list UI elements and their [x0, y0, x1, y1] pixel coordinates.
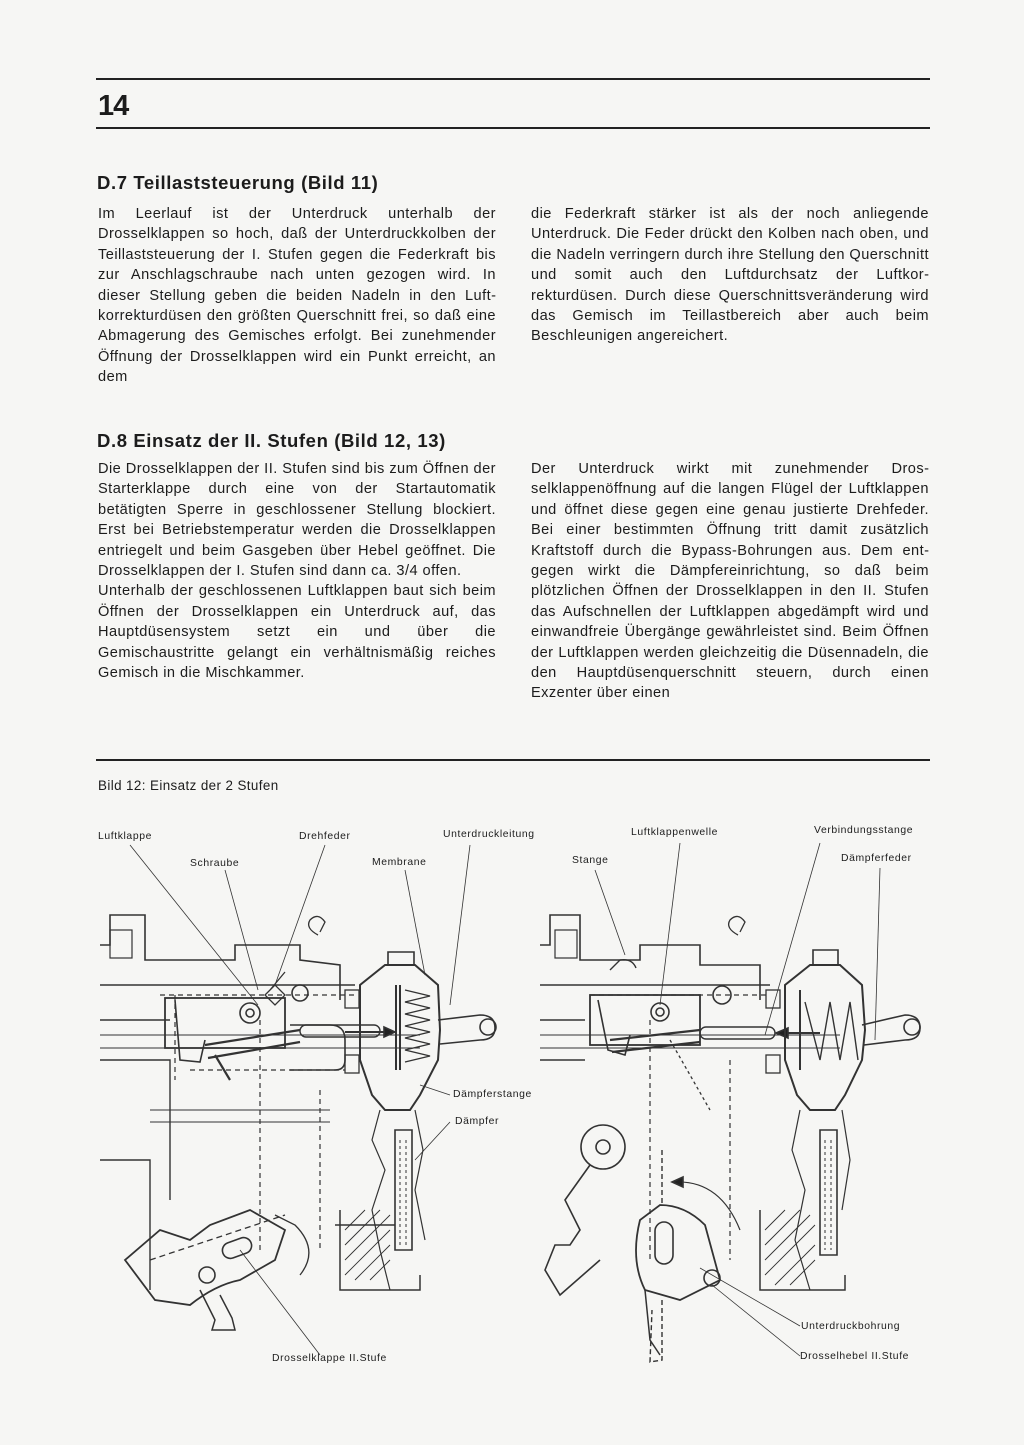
right-cam-disc — [581, 1125, 625, 1169]
paragraph: Unterhalb der geschlossenen Luftklappen baut sich beim Öffnen der Drosselklappen ein Unterdruck auf, das Hauptdüsensystem setzt ein und über die Gemischaustritte gelangt ein verhältnismäßig reiches Gemisch in die Mischkammer. — [98, 583, 496, 682]
paragraph: Die Drosselklappen der II. Stufen sind bis zum Öffnen der Starterklappe durch eine von der Startautomatik betätigten Sperre in geschlossener Stellung blockiert. Erst bei Betriebstemperatur werden die Drosselklappen entriegelt und beim Gasgeben über Hebel geöffnet. Die Drosselklappen der I. Stufen sind dann ca. 3/4 offen. — [98, 461, 496, 580]
right-lever-tail — [645, 1290, 660, 1355]
left-throttle-lever — [125, 1210, 285, 1305]
left-screw-head — [292, 985, 308, 1001]
label-luftklappenwelle: Luftklappenwelle — [631, 827, 719, 838]
right-membrane-housing — [785, 965, 865, 1110]
right-dashed-rod — [670, 1040, 710, 1110]
right-throttle-lever — [636, 1205, 720, 1300]
section-heading-d7: D.7 Teillaststeuerung (Bild 11) — [97, 172, 379, 193]
left-spring — [405, 990, 430, 1062]
left-shaft — [240, 1003, 260, 1023]
right-channel — [540, 1035, 840, 1048]
label-schraube: Schraube — [190, 858, 240, 869]
label-daempfer: Dämpfer — [455, 1116, 500, 1127]
label-daempferfeder: Dämpferfeder — [841, 853, 912, 864]
label-drosselklappe: Drosselklappe II.Stufe — [272, 1353, 387, 1364]
left-pivot — [199, 1267, 215, 1283]
left-hook — [309, 916, 325, 935]
right-flap-open — [610, 960, 636, 970]
right-linkage-rod — [610, 1030, 700, 1052]
figure-caption: Bild 12: Einsatz der 2 Stufen — [98, 778, 279, 793]
right-damper-body — [820, 1130, 837, 1255]
right-shaft — [651, 1003, 669, 1021]
page-number: 14 — [98, 90, 129, 122]
right-spring — [805, 1002, 858, 1060]
right-upper-block — [555, 930, 577, 958]
left-hatch — [345, 1210, 390, 1280]
right-lever-slot — [655, 1222, 673, 1264]
left-damper-body — [395, 1130, 412, 1250]
left-upper-block — [110, 930, 132, 958]
label-drehfeder: Drehfeder — [299, 831, 351, 842]
label-membrane: Membrane — [372, 857, 427, 868]
left-screw — [265, 972, 285, 1005]
left-body-outline — [100, 985, 355, 1290]
right-hook — [729, 916, 745, 935]
section-heading-d8: D.8 Einsatz der II. Stufen (Bild 12, 13) — [97, 430, 446, 451]
left-fitting — [345, 990, 359, 1008]
label-stange: Stange — [572, 855, 609, 866]
label-verbindungsstange: Verbindungsstange — [814, 825, 914, 836]
paragraph: Im Leerlauf ist der Unterdruck unterhalb der Drosselklappen so hoch, daß der Unterdruckkolben der Teillaststeuerung der I. Stufen gegen die Federkraft bis zur Anschlagschraube nach unten gezogen wird. In dieser Stellung geben die beiden Nadeln in den Luftkorrekturdüsen den größten Querschnitt frei, so daß eine Abmagerung des Gemisches erfolgt. Bei zunehmender Öffnung der Drosselklappen wird ein Punkt erreicht, an dem — [98, 206, 496, 386]
right-flap-wing — [598, 1000, 630, 1055]
label-luftklappe: Luftklappe — [98, 831, 152, 842]
right-breakaway — [792, 1110, 850, 1290]
left-lever-tail — [200, 1290, 235, 1330]
right-throttle-plate — [650, 1150, 662, 1362]
right-body-outline — [540, 985, 770, 1060]
left-lever-slot — [220, 1235, 254, 1260]
left-flap-wing — [175, 1000, 205, 1062]
left-breakaway — [372, 1110, 425, 1290]
left-membrane-cap — [388, 952, 414, 965]
label-daempferstange: Dämpferstange — [453, 1089, 532, 1100]
left-damper-dashes — [400, 1140, 406, 1245]
right-hatch — [765, 1210, 815, 1285]
left-membrane-plate — [396, 985, 400, 1070]
paragraph: Der Unterdruck wirkt mit zunehmender Drosselklappenöffnung auf die langen Flügel der Luftklappen und öffnet diese gegen eine genau justierte Drehfeder. Bei einer bestimmten Öffnung tritt damit zusätzlich Kraftstoff durch die Bypass-Bohrungen aus. Dem entgegen wirkt die Dämpfereinrichtung, so daß beim plötzlichen Öffnen der Drosselklappen in den II. Stufen das Aufschnellen der Luftklappen abgedämpft wird und einwandfreie Übergänge gewährleistet sind. Beim Öffnen der Luftklappen werden gleichzeitig die Düsennadeln, die den Hauptdüsenquerschnitt steuern, durch einen Exzenter über einen — [531, 461, 929, 702]
left-flap-housing — [165, 998, 285, 1048]
label-unterdruckbohrung: Unterdruckbohrung — [801, 1321, 901, 1332]
paragraph: die Federkraft stärker ist als der noch anliegende Unterdruck. Die Feder drückt den Kolben nach oben, und die Nadeln verringern durch ihre Stellung den Querschnitt und somit auch den Luftdurchsatz der Luftkorrekturdüsen. Durch diese Querschnittsveränderung wird das Gemisch im Teillastbereich aber auch beim Beschleunigen angereichert. — [531, 206, 930, 345]
label-drosselhebel: Drosselhebel II.Stufe — [800, 1351, 910, 1362]
right-lever-arm — [545, 1165, 600, 1295]
label-unterdruckleitung: Unterdruckleitung — [443, 829, 535, 840]
right-flap-housing — [590, 995, 700, 1045]
right-rod-slot — [700, 1027, 775, 1039]
